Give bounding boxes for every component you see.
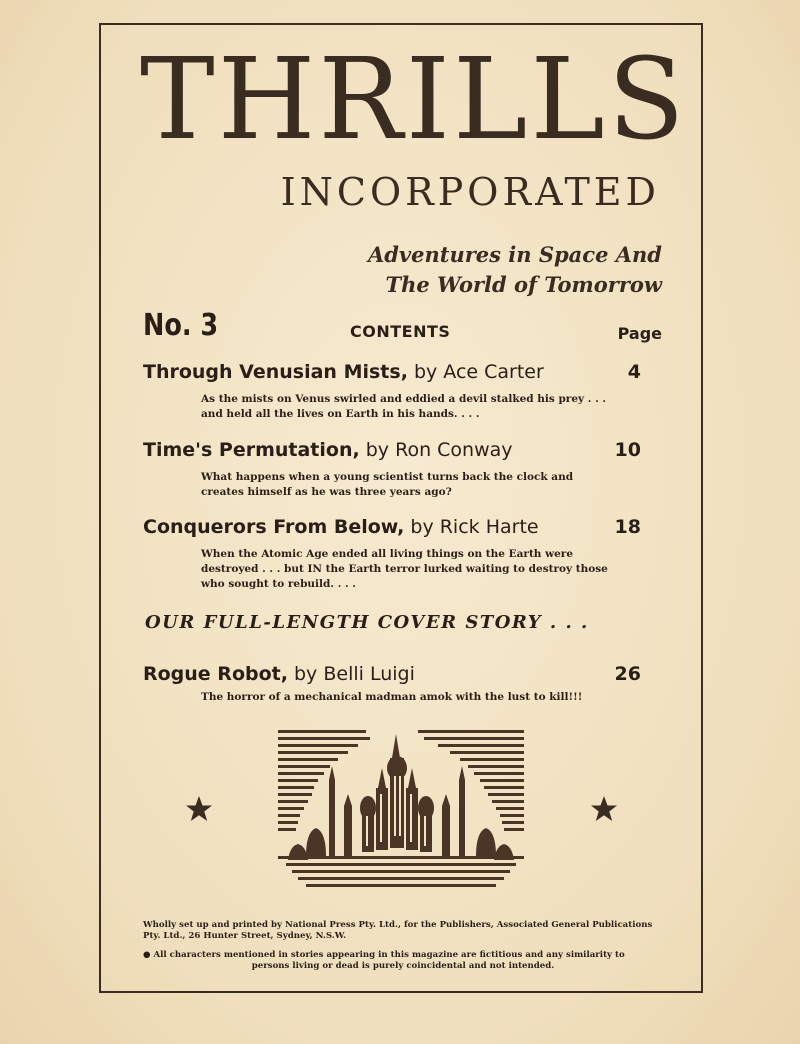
star-icon <box>185 795 213 823</box>
story-line <box>143 513 663 541</box>
cover-story-heading: OUR FULL-LENGTH COVER STORY . . . <box>145 612 589 633</box>
disclaimer-line-2: persons living or dead is purely coincidental and not intended. <box>251 961 555 971</box>
story-line <box>143 358 663 386</box>
story-byline: by Ron Conway <box>365 439 513 461</box>
story-page-number: 26 <box>614 663 641 685</box>
tagline <box>300 240 662 300</box>
story-blurb: What happens when a young scientist turns back the clock and creates himself as he was three years ago? <box>201 471 574 498</box>
fiction-disclaimer <box>143 950 663 972</box>
page-column-heading: Page <box>617 324 662 343</box>
story-page-number: 4 <box>627 361 641 383</box>
story-line <box>143 660 663 688</box>
star-icon <box>590 795 618 823</box>
story-page-number: 10 <box>614 439 641 461</box>
story-byline: by Ace Carter <box>413 361 544 383</box>
issue-number: No. 3 <box>143 308 219 343</box>
futuristic-city-icon <box>278 728 524 888</box>
contents-heading: CONTENTS <box>350 322 451 341</box>
story-title: Through Venusian Mists, <box>143 361 408 383</box>
publisher-imprint: Wholly set up and printed by National Press Pty. Ltd., for the Publishers, Associated General Publications Pty. Ltd., 26 Hunter Street, Sydney, N.S.W. <box>143 920 653 941</box>
disclaimer-line-1: ● All characters mentioned in stories appearing in this magazine are fictitious and any similarity to <box>143 950 625 960</box>
story-blurb: The horror of a mechanical madman amok with the lust to kill!!! <box>201 691 583 703</box>
tagline-line-1: Adventures in Space And <box>367 242 662 267</box>
story-blurb: When the Atomic Age ended all living things on the Earth were destroyed . . . but IN the Earth terror lurked waiting to destroy those who sought to rebuild. . . . <box>201 548 608 590</box>
cover-story-entry <box>143 660 663 705</box>
story-page-number: 18 <box>614 516 641 538</box>
story-entry <box>143 358 663 422</box>
story-title: Rogue Robot, <box>143 663 288 685</box>
story-byline: by Belli Luigi <box>294 663 415 685</box>
magazine-subtitle: INCORPORATED <box>280 170 660 214</box>
story-entry <box>143 436 663 500</box>
story-byline: by Rick Harte <box>410 516 539 538</box>
magazine-title: THRILLS <box>140 35 688 165</box>
story-line <box>143 436 663 464</box>
tagline-line-2: The World of Tomorrow <box>385 272 662 297</box>
story-entry <box>143 513 663 592</box>
story-blurb: As the mists on Venus swirled and eddied a devil stalked his prey . . . and held all the lives on Earth in his hands. . . . <box>201 393 607 420</box>
story-title: Time's Permutation, <box>143 439 360 461</box>
story-title: Conquerors From Below, <box>143 516 405 538</box>
